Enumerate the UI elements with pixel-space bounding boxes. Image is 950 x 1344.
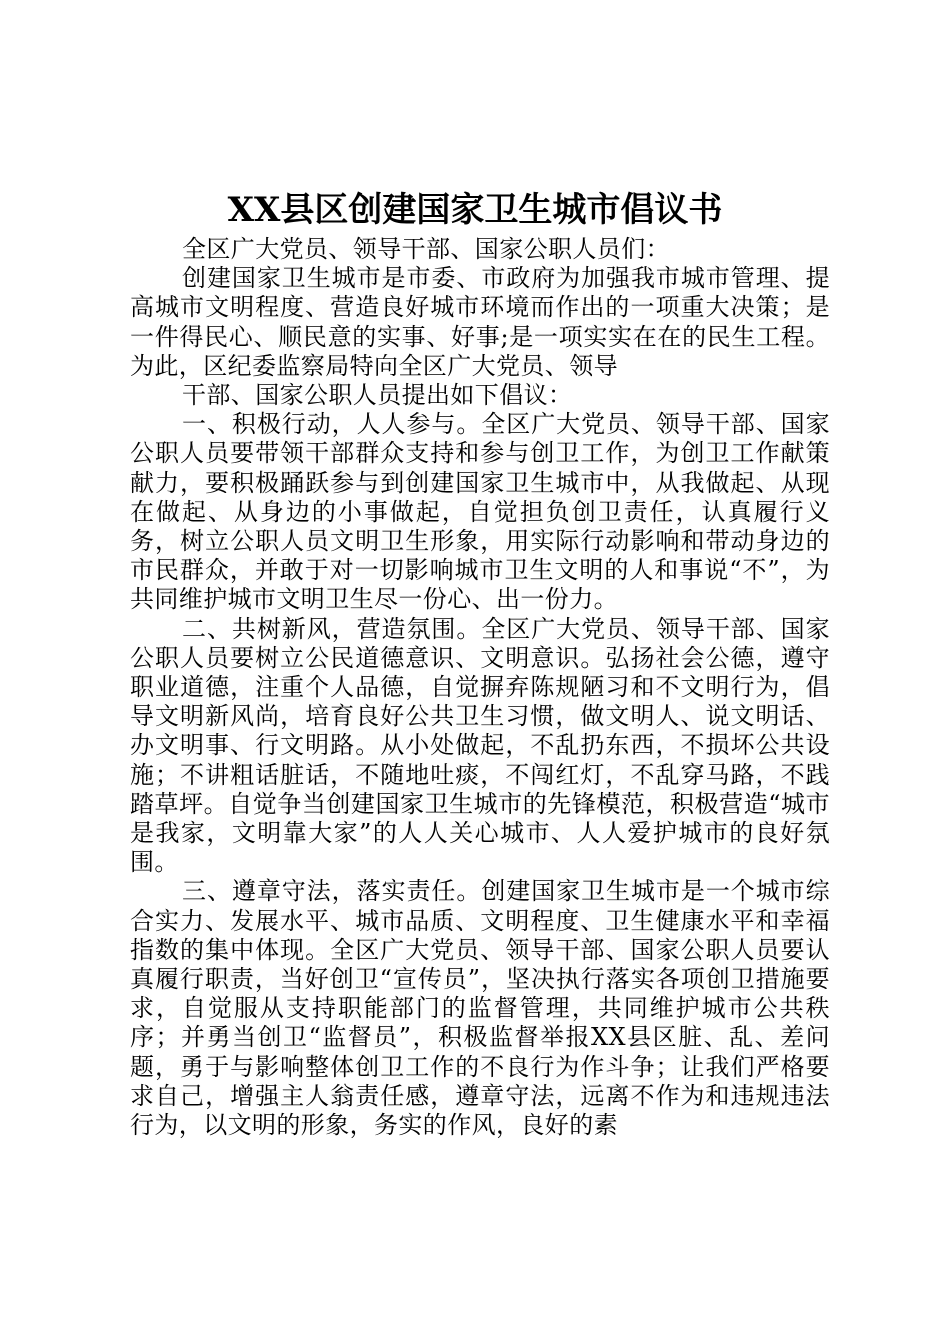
proposal-lead-paragraph: 干部、国家公职人员提出如下倡议： (182, 381, 573, 410)
document-title: XX县区创建国家卫生城市倡议书 (227, 190, 723, 230)
proposal-three-paragraph: 三、遵章守法，落实责任。创建国家卫生城市是一个城市综合实力、发展水平、城市品质、文明程度、卫生健康水平和幸福指数的集中体现。全区广大党员、领导干部、国家公职人员要认真履行职责，当好创卫“宣传员”，坚决执行落实各项创卫措施要求，自觉服从支持职能部门的监督管理，共同维护城市公共秩序；并勇当创卫“监督员”，积极监督举报XX县区脏、乱、差问题，勇于与影响整体创卫工作的不良行为作斗争；让我们严格要求自己，增强主人翁责任感，遵章守法，远离不作为和违规违法行为，以文明的形象，务实的作风，良好的素 (130, 877, 830, 1140)
proposal-one-paragraph: 一、积极行动，人人参与。全区广大党员、领导干部、国家公职人员要带领干部群众支持和参与创卫工作，为创卫工作献策献力，要积极踊跃参与到创建国家卫生城市中，从我做起、从现在做起、从身边的小事做起，自觉担负创卫责任，认真履行义务，树立公职人员文明卫生形象，用实际行动影响和带动身边的市民群众，并敢于对一切影响城市卫生文明的人和事说“不”，为共同维护城市文明卫生尽一份心、出一份力。 (130, 410, 830, 614)
document-body (130, 235, 830, 1140)
intro-paragraph: 创建国家卫生城市是市委、市政府为加强我市城市管理、提高城市文明程度、营造良好城市环境而作出的一项重大决策；是一件得民心、顺民意的实事、好事;是一项实实在在的民生工程。为此，区纪委监察局特向全区广大党员、领导 (130, 264, 830, 380)
salutation-paragraph: 全区广大党员、领导干部、国家公职人员们： (182, 235, 670, 263)
proposal-two-paragraph: 二、共树新风，营造氛围。全区广大党员、领导干部、国家公职人员要树立公民道德意识、文明意识。弘扬社会公德，遵守职业道德，注重个人品德，自觉摒弃陈规陋习和不文明行为，倡导文明新风尚，培育良好公共卫生习惯，做文明人、说文明话、办文明事、行文明路。从小处做起，不乱扔东西，不损坏公共设施；不讲粗话脏话，不随地吐痰，不闯红灯，不乱穿马路，不践踏草坪。自觉争当创建国家卫生城市的先锋模范，积极营造“城市是我家，文明靠大家”的人人关心城市、人人爱护城市的良好氛围。 (130, 614, 830, 877)
